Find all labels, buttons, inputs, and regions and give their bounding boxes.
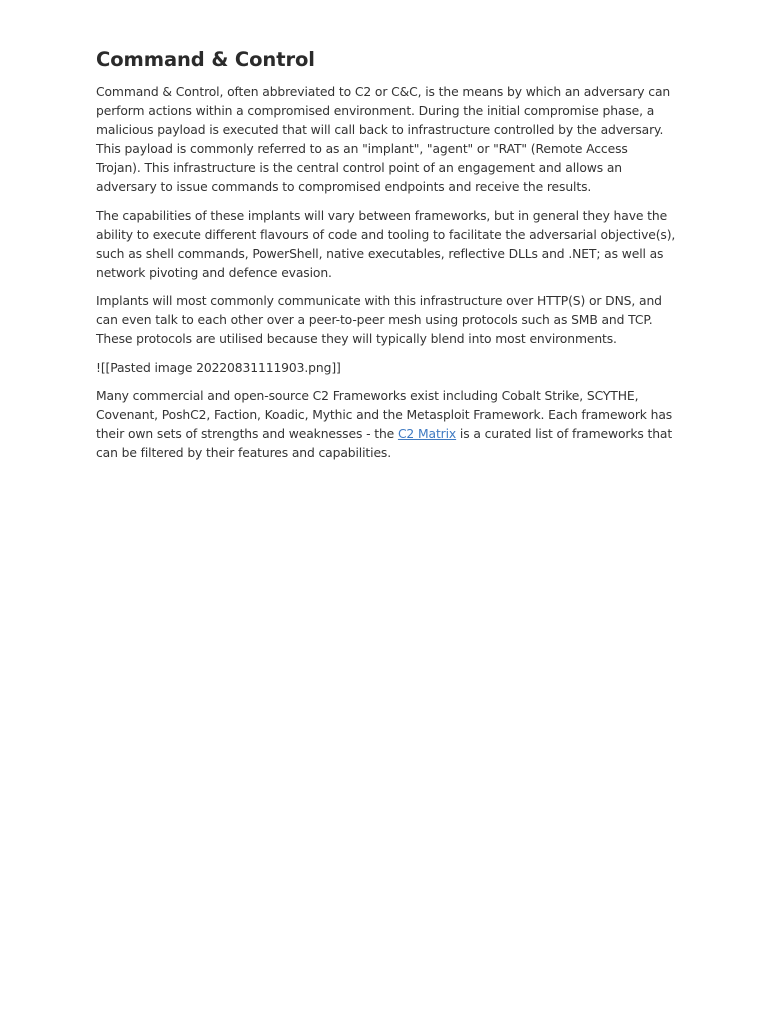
image-embed-placeholder: ![[Pasted image 20220831111903.png]] [96,360,341,375]
document-body [96,46,676,473]
frameworks-text-after-link: is a curated list of frameworks that can be filtered by their features and capabilities. [96,427,673,460]
paragraph-capabilities: The capabilities of these implants will vary between frameworks, but in general they have the ability to execute different flavours of code and tooling to facilitate the adversarial objective(s), such as shell commands, PowerShell, native executables, reflective DLLs and .NET; as well as network pivoting and defence evasion. [96,208,676,280]
paragraph-communication: Implants will most commonly communicate with this infrastructure over HTTP(S) or DNS, and can even talk to each other over a peer-to-peer mesh using protocols such as SMB and TCP. These protocols are utilised because they will typically blend into most environments. [96,294,662,346]
frameworks-text-before-link: Many commercial and open-source C2 Frameworks exist including Cobalt Strike, SCYTHE, Covenant, PoshC2, Faction, Koadic, Mythic and the Metasploit Framework. Each framework has their own sets of strengths and weaknesses - the [96,389,673,441]
paragraph-intro: Command & Control, often abbreviated to C2 or C&C, is the means by which an adversary can perform actions within a compromised environment. During the initial compromise phase, a malicious payload is executed that will call back to infrastructure controlled by the adversary. This payload is commonly referred to as an "implant", "agent" or "RAT" (Remote Access Trojan). This infrastructure is the central control point of an engagement and allows an adversary to issue commands to compromised endpoints and receive the results. [96,85,671,194]
paragraph-frameworks [96,387,676,463]
c2-matrix-link[interactable]: C2 Matrix [397,427,457,441]
page-title: Command & Control [96,48,315,71]
